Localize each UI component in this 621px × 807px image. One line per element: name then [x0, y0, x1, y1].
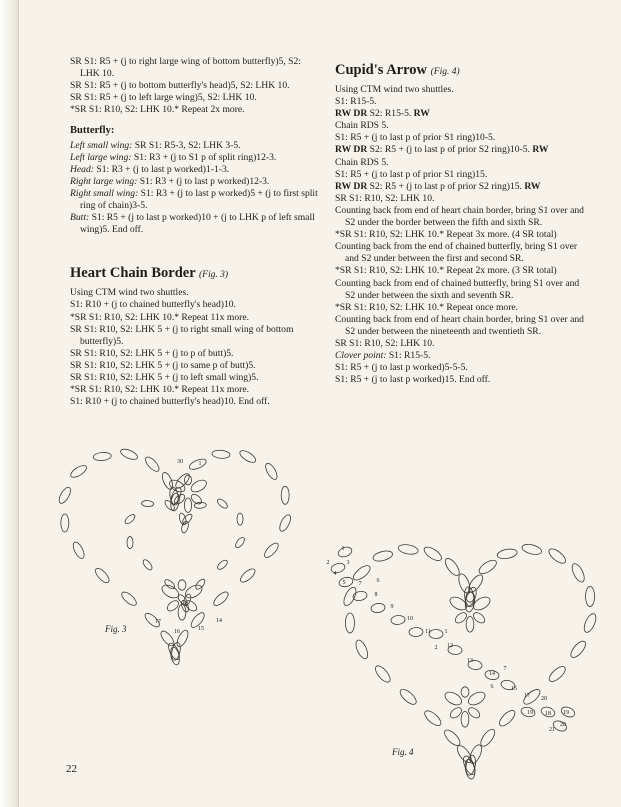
chain-ring — [212, 450, 231, 459]
chain-ring — [212, 590, 231, 608]
butterfly-butt — [466, 617, 474, 633]
chain-ring — [422, 708, 443, 728]
step-text: S1: R5 + (j to last p of prior S1 ring)15. — [335, 168, 488, 180]
ring-number-label: 20 — [560, 722, 566, 728]
chain-ring — [457, 572, 472, 594]
step-bold-end: RW — [413, 108, 430, 120]
instruction-line: SR S1: R10, S2: LHK 5 + (j to left small wing)5. — [70, 371, 259, 383]
step-label: Right small wing: — [70, 187, 139, 199]
chain-ring — [477, 558, 499, 577]
step-text: Chain RDS 5. — [335, 120, 389, 132]
ring-number-label: 8 — [374, 592, 378, 598]
chain-ring — [547, 546, 568, 566]
ring-number-label: 15 — [511, 686, 517, 692]
ring-number-label: 19 — [563, 710, 569, 716]
ring-number-label: 4 — [333, 571, 337, 577]
heart-chain-title: Heart Chain Border — [70, 265, 196, 282]
chain-ring — [181, 513, 194, 526]
chain-ring — [238, 448, 257, 464]
chain-ring — [262, 541, 280, 560]
chain-ring — [237, 513, 243, 525]
ring-number-label: 9 — [390, 604, 394, 610]
step-text: S1: R15-5. — [386, 350, 431, 362]
cupids-arrow-title: Cupid's Arrow — [335, 62, 427, 78]
ring-number-label: 6 — [376, 578, 380, 584]
page-number: 22 — [66, 763, 77, 775]
instruction-line: SR S1: R10, S2: LHK 5 + (j to p of butt)5. — [70, 347, 234, 359]
ring-number-label: 20 — [541, 696, 547, 702]
butterfly-butt — [184, 498, 191, 512]
ring-number-label: 1 — [444, 629, 448, 635]
step-label: Head: — [70, 163, 94, 175]
step-text: S2: R5 + (j to last p of prior S2 ring)15. — [367, 180, 525, 192]
step-text: *SR S1: R10, S2: LHK 10.* Repeat once more. — [335, 301, 519, 313]
chain-ring — [443, 556, 462, 577]
chain-ring — [373, 663, 393, 684]
chain-ring — [160, 471, 174, 491]
instruction-line: *SR S1: R10, S2: LHK 10.* Repeat 11x more. — [70, 384, 249, 396]
chain-ring — [170, 642, 182, 661]
instruction-line: S1: R10 + (j to chained butterfly's head)10. End off. — [70, 396, 270, 408]
ring-number-label: 16 — [174, 629, 180, 635]
ring-number-label: 15 — [198, 626, 204, 632]
chain-ring — [351, 563, 372, 583]
step-label: Left small wing: — [70, 139, 133, 151]
step-text: S2: R15-5. — [367, 108, 414, 120]
instruction-line: SR S1: R5 + (j to bottom butterfly's head)5, S2: LHK 10. — [70, 80, 290, 92]
step-text: S2: R5 + (j to last p of prior S2 ring)10-5. — [367, 144, 533, 156]
butterfly-wing — [160, 582, 181, 600]
ring-number-label: 10 — [407, 616, 413, 622]
chain-ring — [422, 545, 444, 564]
chain-ring — [354, 638, 370, 660]
arrow-ring — [409, 627, 423, 636]
chain-ring — [216, 497, 229, 509]
chain-ring — [278, 513, 293, 533]
ring-number-label: 5 — [342, 580, 346, 586]
chain-ring — [143, 455, 161, 474]
step-text: *SR S1: R10, S2: LHK 10.* Repeat 3x more. (4 SR total) — [335, 229, 557, 241]
ring-number-label: 17 — [524, 693, 530, 699]
ring-number-label: 7 — [503, 666, 507, 672]
chain-ring — [61, 514, 69, 532]
chain-ring — [478, 727, 497, 748]
ring-number-label: 14 — [216, 618, 222, 624]
step-text: S1: R15-5. — [335, 96, 377, 108]
chain-ring — [372, 549, 394, 563]
step-bold-label: RW DR — [335, 144, 368, 156]
chain-ring — [163, 578, 176, 590]
ring-number-label: 11 — [425, 629, 431, 635]
step-label: Right large wing: — [70, 175, 138, 187]
chain-ring — [398, 543, 419, 555]
chain-ring — [234, 536, 246, 549]
step-text: *SR S1: R10, S2: LHK 10.* Repeat 2x more. (3 SR total) — [335, 265, 557, 277]
chain-ring — [586, 586, 595, 606]
ring-number-label: 18 — [545, 711, 551, 717]
instruction-line: *SR S1: R10, S2: LHK 10.* Repeat 2x more. — [70, 104, 245, 116]
step-text: SR S1: R10, S2: LHK 10. — [335, 337, 435, 349]
ring-number-label: 6 — [490, 684, 494, 690]
instruction-line: SR S1: R10, S2: LHK 5 + (j to same p of butt)5. — [70, 359, 256, 371]
step-text: Chain RDS 5. — [335, 156, 389, 168]
chain-ring — [71, 540, 86, 560]
step-text: S1: R3 + (j to last p worked)1-1-3. — [93, 163, 230, 175]
ring-number-label: 21 — [549, 727, 555, 733]
chain-ring — [341, 586, 358, 608]
fig3-caption: Fig. 3 — [105, 624, 127, 634]
arrow-ring — [330, 562, 346, 575]
instruction-line: SR S1: R5 + (j to right large wing of bottom butterfly)5, S2: LHK 10. — [70, 56, 301, 80]
butterfly-butt — [461, 712, 469, 728]
instruction-line: Using CTM wind two shuttles. — [70, 287, 189, 299]
chain-ring — [69, 463, 88, 479]
chain-ring — [142, 558, 154, 571]
arrow-ring — [429, 629, 443, 638]
butterfly-wing — [183, 582, 204, 600]
chain-ring — [180, 600, 190, 613]
fig3-heart-diagram — [57, 447, 293, 666]
chain-ring — [281, 486, 289, 504]
ring-number-label: 14 — [489, 671, 495, 677]
step-label: Butt: — [70, 212, 90, 224]
ring-number-label: 3 — [346, 560, 350, 566]
ring-number-label: 1 — [341, 546, 345, 552]
chain-ring — [398, 687, 419, 707]
chain-ring — [521, 543, 543, 557]
chain-ring — [568, 639, 588, 660]
chain-ring — [57, 486, 73, 506]
step-text: Counting back from end of chained butterfly, bring S1 over and S2 under between the sixth and seventh SR. — [335, 277, 580, 301]
butterfly-wing — [466, 689, 487, 707]
fig4-cupids-arrow-diagram — [327, 543, 599, 780]
chain-ring — [497, 548, 518, 560]
chain-ring — [238, 567, 257, 585]
instruction-line: *SR S1: R10, S2: LHK 10.* Repeat 11x more. — [70, 311, 249, 323]
step-text: SR S1: R10, S2: LHK 10. — [335, 192, 435, 204]
butterfly-heading: Butterfly: — [70, 125, 115, 137]
step-text: Using CTM wind two shuttles. — [335, 84, 454, 95]
chain-ring — [93, 452, 112, 461]
ring-number-label: 2 — [434, 645, 438, 651]
arrow-ring — [338, 576, 354, 588]
ring-number-label: 13 — [467, 658, 473, 664]
step-text: SR S1: R5-3, S2: LHK 3-5. — [132, 139, 241, 151]
chain-ring — [174, 472, 192, 491]
arrow-ring — [337, 545, 353, 558]
butterfly-head — [178, 580, 186, 590]
chain-ring — [582, 612, 598, 634]
step-text: Counting back from the end of chained butterfly, bring S1 over and S2 under between the first and second SR. — [335, 241, 578, 265]
step-text: S1: R3 + (j to last p worked)5 + (j to first split ring of chain)3-5. — [80, 187, 318, 212]
step-text: S1: R5 + (j to last p of prior S1 ring)10-5. — [335, 132, 496, 144]
step-bold-label: RW DR — [335, 180, 368, 192]
step-label: Left large wing: — [70, 151, 132, 163]
step-bold-end: RW — [524, 180, 541, 192]
butterfly-head — [461, 687, 469, 697]
instruction-line: SR S1: R10, S2: LHK 5 + (j to right small wing of bottom butterfly)5. — [70, 323, 294, 347]
chain-ring — [497, 708, 517, 729]
instruction-line: SR S1: R5 + (j to left large wing)5, S2: LHK 10. — [70, 92, 257, 104]
step-text: Counting back from end of heart chain border, bring S1 over and S2 under between the nineteenth and twentieth SR. — [335, 313, 584, 337]
chain-ring — [194, 578, 206, 591]
chain-ring — [216, 559, 229, 571]
heart-chain-fig-ref: (Fig. 3) — [199, 270, 229, 281]
butterfly-wing — [189, 478, 208, 495]
arrow-ring — [370, 603, 385, 614]
step-bold-end: RW — [532, 144, 549, 156]
step-text: Counting back from end of heart chain border, bring S1 over and S2 under the border between the fifth and sixth SR. — [335, 204, 584, 229]
chain-ring — [93, 566, 111, 585]
chain-ring — [263, 462, 279, 482]
step-text: S1: R5 + (j to last p worked)15. End off. — [335, 374, 491, 386]
ring-number-label: 30 — [177, 459, 183, 465]
ring-number-label: 2 — [326, 560, 330, 566]
chain-ring — [442, 727, 462, 748]
ring-number-label: 17 — [155, 619, 161, 625]
step-label: Clover point: — [335, 350, 387, 362]
step-text: S1: R3 + (j to S1 p of split ring)12-3. — [131, 151, 277, 163]
chain-ring — [345, 613, 354, 633]
chain-ring — [547, 664, 568, 684]
step-text: S1: R5 + (j to last p worked)5-5-5. — [335, 362, 468, 374]
chain-ring — [120, 590, 139, 608]
chain-ring — [127, 537, 133, 549]
butterfly-head — [466, 592, 474, 602]
step-text: S1: R3 + (j to last p worked)12-3. — [137, 175, 270, 187]
chain-ring — [570, 562, 587, 584]
arrow-ring — [391, 615, 406, 625]
arrow-ring — [352, 590, 367, 602]
step-bold-label: RW DR — [335, 108, 368, 120]
ring-number-label: 1 — [198, 461, 202, 467]
cupids-arrow-fig-ref: (Fig. 4) — [430, 67, 460, 77]
butterfly-wing — [443, 689, 464, 707]
ring-number-label: 19 — [527, 710, 533, 716]
instruction-line: S1: R10 + (j to chained butterfly's head)10. — [70, 299, 236, 311]
ring-number-label: 7 — [358, 581, 362, 587]
fig4-caption: Fig. 4 — [392, 747, 414, 757]
step-text: S1: R5 + (j to last p worked)10 + (j to LHK p of left small wing)5. End off. — [80, 212, 315, 236]
chain-ring — [124, 513, 137, 525]
chain-ring — [119, 447, 139, 461]
ring-number-label: 12 — [447, 643, 453, 649]
chain-ring — [141, 500, 153, 507]
chain-ring — [178, 512, 187, 525]
